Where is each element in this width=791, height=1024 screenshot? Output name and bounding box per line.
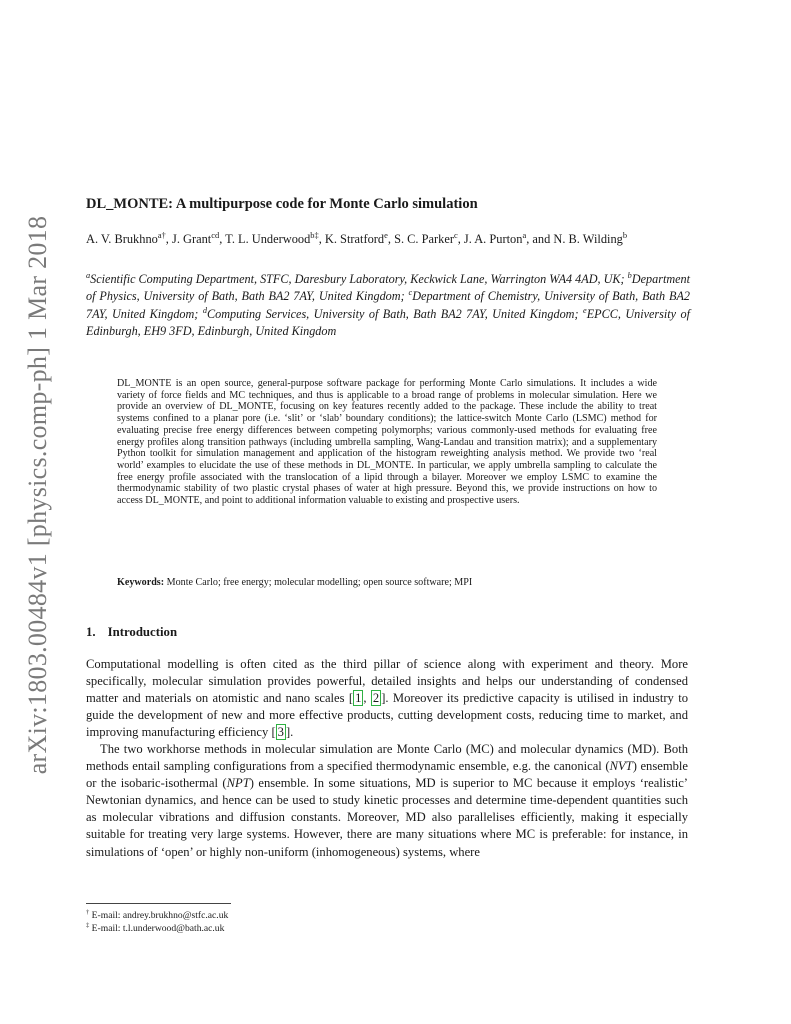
author: J. Grant	[172, 232, 212, 246]
citation-link[interactable]: 2	[372, 691, 380, 706]
author: J. A. Purton	[463, 232, 523, 246]
affiliation: Department of Chemistry, University of Bath, Bath BA2 7AY, United Kingdom;	[86, 289, 690, 321]
affiliation: Department of Physics, University of Bath, Bath BA2 7AY, United Kingdom;	[86, 272, 691, 304]
affiliation: EPCC, University of Edinburgh, EH9 3FD, Edinburgh, United Kingdom	[86, 306, 691, 339]
section-title: Introduction	[107, 625, 178, 639]
affiliation-mark: c	[408, 288, 413, 298]
author-mark: b‡	[310, 229, 319, 240]
footnote	[86, 922, 228, 935]
text-run: ) ensemble or the isobaric-isothermal (	[86, 759, 688, 791]
keywords-label: Keywords:	[117, 577, 165, 588]
footnotes	[86, 909, 228, 935]
ensemble-npt: NPT	[226, 776, 250, 791]
author-list: A. V. Brukhno$^{a\dagger}$, J. Grant$^{cd}$, T. L. Underwood$^{b\ddagger}$, K. Stratford$^e$, S. C. Parker$^c$, J. A. Purton$^a$, and N. B. Wilding$^b$	[86, 229, 628, 246]
affiliation-mark: a	[86, 270, 91, 280]
footnote-mark: †	[86, 908, 90, 916]
citation-link[interactable]: 3	[277, 725, 284, 740]
author: T. L. Underwood	[225, 232, 311, 246]
author: N. B. Wilding	[553, 232, 623, 246]
text-run: Computational modelling is often cited as the third pillar of science along with experiment and theory. More specifically, molecular simulation provides powerful, detailed insights and helps our understanding of condensed matter and materials on atomistic and nano scales [	[86, 657, 688, 706]
footnote-email: E-mail: andrey.brukhno@stfc.ac.uk	[91, 910, 229, 921]
text-run: The two workhorse methods in molecular simulation are Monte Carlo (MC) and molecular dynamics (MD). Both methods entail sampling configurations from a specified thermodynamic ensemble, e.g. the canonical (	[86, 742, 688, 774]
text-run: ]. Moreover its predictive capacity is utilised in industry to guide the development of new and more effective products, cutting development costs, reducing time to market, and improving manufacturing efficiency [	[86, 691, 689, 740]
arxiv-identifier: arXiv:1803.00484v1 [physics.comp-ph] 1 Mar 2018	[23, 215, 52, 775]
affiliation: Computing Services, University of Bath, Bath BA2 7AY, United Kingdom;	[206, 306, 579, 321]
ensemble-nvt: NVT	[609, 759, 633, 774]
section-number: 1.	[86, 625, 96, 639]
author: S. C. Parker	[394, 232, 454, 246]
footnote-mark: ‡	[86, 921, 90, 929]
paragraph	[86, 741, 688, 860]
paper-title: DL_MONTE: A multipurpose code for Monte Carlo simulation	[86, 196, 478, 212]
affiliation-mark: b	[627, 270, 632, 280]
abstract: DL_MONTE is an open source, general-purpose software package for performing Monte Carlo simulations. It includes a wide variety of force fields and MC techniques, and thus is applicable to a broad range of problems in molecular simulation. Here we provide an overview of DL_MONTE, focusing on key features recently added to the package. These include the ability to treat systems confined to a planar pore (i.e. ‘slit’ or ‘slab’ boundary conditions); the lattice-switch Monte Carlo (LSMC) method for evaluating precise free energy differences between competing polymorphs; various commonly-used methods for evaluating free energy profiles along transition pathways (including umbrella sampling, Wang-Landau and transition matrix); and a supplementary Python toolkit for simulation management and application of the histogram reweighting analysis method. We provide two ‘real world’ examples to elucidate the use of these methods in DL_MONTE. In particular, we apply umbrella sampling to calculate the free energy profile associated with the translocation of a lipid through a bilayer. Moreover we employ LSMC to examine the thermodynamic stability of two plastic crystal phases of water at high pressure. Beyond this, we provide instructions on how to access DL_MONTE, and point to additional information valuable to existing and prospective users.	[117, 378, 657, 507]
author: K. Stratford	[324, 232, 385, 246]
text-run: ,	[363, 691, 371, 706]
affiliation-mark: d	[202, 305, 207, 315]
keywords-text: Monte Carlo; free energy; molecular modelling; open source software; MPI	[166, 577, 473, 588]
author-mark: cd	[211, 229, 220, 240]
affiliation-mark: e	[583, 305, 587, 315]
keywords	[117, 577, 472, 588]
author-mark: b	[622, 229, 628, 240]
affiliation: Scientific Computing Department, STFC, Daresbury Laboratory, Keckwick Lane, Warrington WA4 4AD, UK;	[90, 272, 625, 286]
footnote-rule	[86, 903, 231, 904]
author-mark: e	[384, 229, 388, 240]
text-run: ].	[285, 725, 294, 740]
author-mark: c	[453, 229, 458, 240]
footnote-email: E-mail: t.l.underwood@bath.ac.uk	[91, 923, 225, 934]
author: A. V. Brukhno	[86, 232, 158, 246]
body-text	[86, 656, 688, 861]
section-heading	[86, 625, 177, 640]
footnote	[86, 909, 228, 922]
paragraph	[86, 656, 688, 741]
author-mark: a	[522, 229, 527, 240]
affiliations	[86, 271, 690, 341]
text-run: ) ensemble. In some situations, MD is superior to MC because it employs ‘realistic’ Newtonian dynamics, and hence can be used to study kinetic processes and determine time-dependent quantities such as molecular vibrations and diffusion constants. Moreover, MD also parallelises efficiently, making it especially suitable for treating very large systems. However, there are many situations where MC is preferable: for instance, in simulations of ‘open’ or highly non-uniform (inhomogeneous) systems, where	[86, 776, 688, 859]
author-mark: a†	[157, 229, 166, 240]
citation-link[interactable]: 1	[355, 691, 362, 706]
arxiv-side-stamp	[18, 215, 58, 775]
